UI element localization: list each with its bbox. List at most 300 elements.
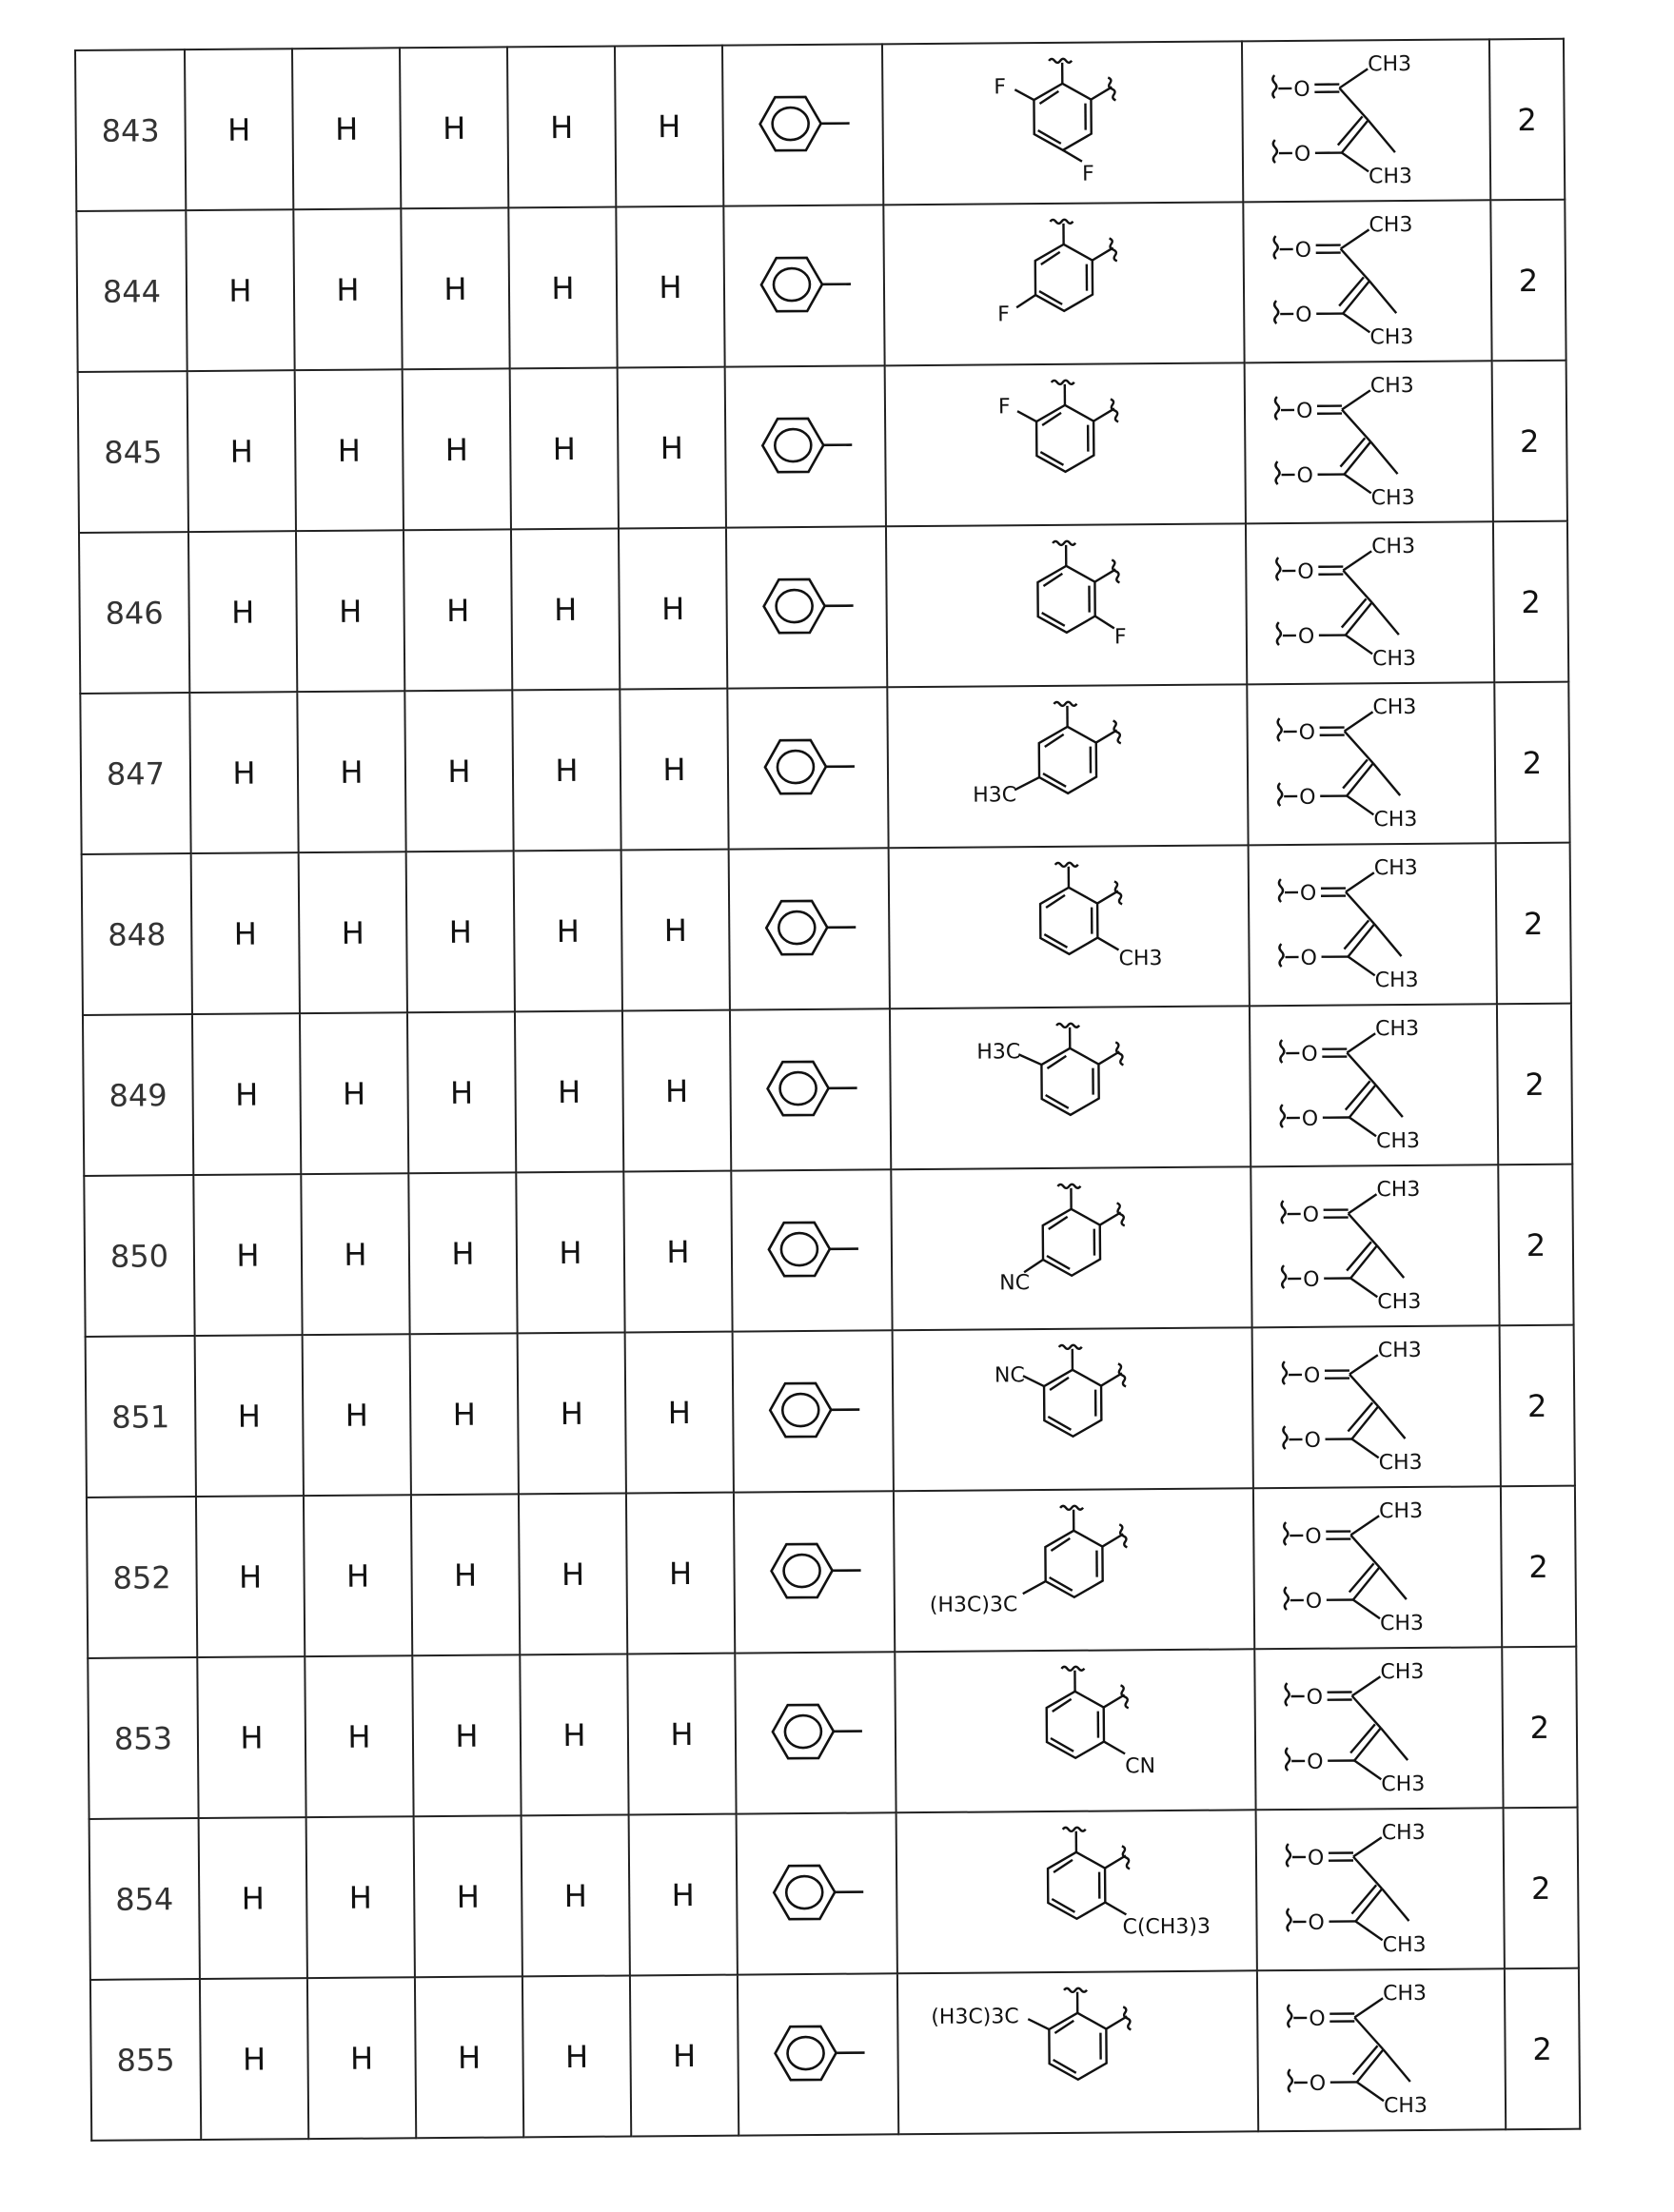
- compound-number-cell: [87, 1497, 197, 1658]
- acac-methyl-top: CH3: [1375, 1016, 1420, 1041]
- acac-methyl-top: CH3: [1372, 695, 1417, 719]
- r3-value: H: [444, 431, 468, 468]
- compound-number: 848: [108, 915, 167, 953]
- acac-cell: [1249, 843, 1497, 1006]
- substituent-bond: [1018, 1054, 1041, 1065]
- compound-table: [74, 38, 1581, 2142]
- r1-cell: [187, 370, 296, 532]
- acac-ligand-structure-icon: [1272, 1494, 1483, 1638]
- acac-oxygen-lower: O: [1293, 142, 1311, 166]
- aryl-ligand-structure-icon: [901, 1330, 1245, 1485]
- substituent-label: NC: [999, 1270, 1031, 1295]
- acac-cell: [1251, 1165, 1499, 1327]
- acac-ligand-structure-icon: [1266, 690, 1476, 834]
- acac-oxygen-upper: O: [1301, 1042, 1318, 1067]
- acac-oxygen-upper: O: [1306, 1685, 1324, 1710]
- aryl-ligand-structure-icon: [891, 44, 1234, 199]
- r3-value: H: [448, 913, 472, 950]
- ligand-cell: [886, 523, 1247, 687]
- r4-value: H: [563, 1877, 587, 1914]
- r1-value: H: [236, 1237, 260, 1274]
- r4-cell: [515, 1011, 623, 1173]
- count-cell: [1490, 200, 1566, 362]
- r1-value: H: [226, 111, 251, 148]
- r1-value: H: [230, 594, 255, 631]
- phenyl-structure-icon: [742, 236, 867, 332]
- substituent-label: (H3C)3C: [929, 1592, 1018, 1617]
- r1-value: H: [234, 1076, 259, 1113]
- r3-cell: [404, 690, 513, 852]
- r2-cell: [303, 1334, 411, 1496]
- r4-value: H: [564, 2038, 589, 2075]
- phenyl-structure-icon: [755, 1844, 879, 1940]
- r4-value: H: [562, 1716, 586, 1753]
- r3-value: H: [449, 1074, 474, 1111]
- substituent-label: F: [997, 302, 1010, 326]
- r1-value: H: [228, 272, 252, 309]
- substituent-bond: [1028, 2019, 1049, 2029]
- count-cell: [1489, 39, 1565, 201]
- substituent-label: H3C: [976, 1039, 1021, 1065]
- r2-value: H: [336, 271, 360, 308]
- compound-number-cell: [88, 1657, 198, 1819]
- ligand-cell: [893, 1327, 1253, 1491]
- acac-methyl-top: CH3: [1381, 1820, 1426, 1845]
- phenyl-structure-icon: [752, 1522, 876, 1618]
- substituent-bond: [1014, 777, 1039, 790]
- phenyl-structure-icon: [751, 1361, 876, 1458]
- r2-cell: [299, 852, 407, 1013]
- phenyl-cell: [723, 205, 884, 366]
- table-row: [89, 1808, 1579, 1980]
- acac-methyl-bottom: CH3: [1383, 2093, 1428, 2118]
- table-row: [86, 1325, 1575, 1498]
- r5-cell: [623, 1171, 732, 1333]
- ligand-count: 2: [1523, 905, 1544, 942]
- substituent-bond: [1016, 295, 1035, 307]
- acac-cell: [1256, 1808, 1505, 1970]
- r3-value: H: [447, 753, 471, 790]
- r5-value: H: [664, 1072, 689, 1109]
- acac-methyl-bottom: CH3: [1369, 324, 1414, 349]
- acac-methyl-bottom: CH3: [1378, 1450, 1423, 1475]
- ligand-count: 2: [1521, 583, 1541, 620]
- ligand-count: 2: [1528, 1548, 1548, 1585]
- r4-value: H: [551, 269, 575, 306]
- r3-value: H: [453, 1556, 478, 1594]
- r3-value: H: [443, 270, 467, 307]
- substituent-bond: [1017, 411, 1036, 421]
- r3-value: H: [445, 592, 470, 629]
- r5-value: H: [657, 108, 681, 145]
- acac-oxygen-upper: O: [1303, 1363, 1321, 1388]
- r2-cell: [293, 208, 402, 370]
- r2-cell: [305, 1655, 413, 1817]
- table-row: [80, 682, 1569, 854]
- compound-number-cell: [75, 49, 186, 211]
- r2-value: H: [334, 110, 359, 147]
- acac-oxygen-lower: O: [1300, 946, 1317, 970]
- substituent-bond: [1104, 1741, 1125, 1753]
- acac-oxygen-upper: O: [1293, 77, 1310, 102]
- r5-value: H: [672, 2037, 697, 2074]
- r1-cell: [196, 1496, 305, 1657]
- compound-number-cell: [83, 1014, 193, 1176]
- r4-value: H: [561, 1556, 585, 1593]
- compound-number: 853: [113, 1719, 173, 1757]
- r1-value: H: [241, 1879, 265, 1917]
- r1-cell: [186, 209, 294, 371]
- acac-cell: [1253, 1486, 1502, 1649]
- r4-value: H: [556, 912, 580, 949]
- phenyl-cell: [726, 526, 887, 688]
- substituent-label: F: [1113, 624, 1127, 649]
- compound-number-cell: [90, 1979, 201, 2141]
- r4-cell: [519, 1493, 627, 1654]
- acac-ligand-structure-icon: [1269, 1011, 1479, 1156]
- compound-number-cell: [84, 1175, 194, 1337]
- acac-cell: [1257, 1968, 1506, 2131]
- table-row: [75, 39, 1565, 211]
- acac-ligand-structure-icon: [1273, 1654, 1484, 1799]
- acac-oxygen-upper: O: [1298, 720, 1316, 745]
- compound-number: 844: [102, 272, 162, 310]
- r5-cell: [619, 528, 727, 690]
- count-cell: [1496, 843, 1571, 1005]
- r1-cell: [197, 1656, 305, 1818]
- r1-value: H: [240, 1718, 264, 1756]
- table-row: [78, 361, 1567, 533]
- acac-oxygen-lower: O: [1304, 1428, 1321, 1453]
- phenyl-cell: [735, 1652, 896, 1813]
- compound-number-cell: [79, 532, 189, 694]
- acac-oxygen-lower: O: [1305, 1589, 1323, 1614]
- acac-methyl-bottom: CH3: [1370, 485, 1415, 510]
- r3-value: H: [455, 1717, 479, 1754]
- aryl-ligand-structure-icon: [896, 687, 1239, 842]
- acac-ligand-structure-icon: [1276, 1976, 1487, 2121]
- r2-value: H: [349, 2040, 374, 2077]
- acac-ligand-structure-icon: [1270, 1172, 1480, 1317]
- r3-cell: [414, 1815, 522, 1977]
- ligand-cell: [883, 202, 1244, 365]
- r5-value: H: [671, 1876, 695, 1913]
- r4-value: H: [549, 108, 574, 146]
- compound-number: 854: [115, 1880, 174, 1918]
- phenyl-structure-icon: [744, 558, 869, 654]
- table-row: [88, 1647, 1577, 1819]
- r2-value: H: [342, 1075, 366, 1112]
- r2-cell: [300, 1012, 408, 1174]
- ligand-count: 2: [1526, 1387, 1547, 1424]
- compound-number-cell: [78, 371, 188, 533]
- acac-methyl-top: CH3: [1380, 1659, 1425, 1684]
- count-cell: [1505, 1968, 1580, 2130]
- acac-ligand-structure-icon: [1261, 47, 1471, 191]
- aryl-ligand-structure-icon: [905, 1812, 1249, 1967]
- phenyl-structure-icon: [756, 2005, 880, 2101]
- phenyl-cell: [737, 1812, 897, 1974]
- r3-value: H: [442, 109, 466, 147]
- compound-number-cell: [76, 210, 187, 372]
- r3-value: H: [456, 1878, 480, 1915]
- ligand-cell: [894, 1488, 1254, 1652]
- acac-ligand-structure-icon: [1275, 1815, 1486, 1960]
- r1-value: H: [238, 1558, 263, 1595]
- ligand-cell: [896, 1810, 1257, 1973]
- r5-value: H: [660, 590, 685, 627]
- compound-number: 855: [116, 2041, 175, 2079]
- acac-methyl-top: CH3: [1382, 1981, 1428, 2006]
- substituent-label: F: [1081, 162, 1094, 186]
- r5-cell: [616, 206, 724, 368]
- ligand-cell: [895, 1649, 1255, 1812]
- compound-number-cell: [82, 853, 192, 1015]
- acac-cell: [1245, 361, 1493, 523]
- r4-value: H: [553, 591, 578, 628]
- r2-cell: [307, 1977, 416, 2139]
- r2-cell: [297, 691, 405, 852]
- r3-cell: [415, 1976, 523, 2138]
- ligand-count: 2: [1530, 1869, 1551, 1907]
- phenyl-structure-icon: [748, 1040, 873, 1136]
- acac-oxygen-lower: O: [1309, 2071, 1327, 2096]
- acac-cell: [1242, 39, 1490, 202]
- r2-value: H: [345, 1397, 368, 1434]
- r5-value: H: [663, 911, 687, 949]
- r2-value: H: [340, 754, 364, 791]
- ligand-count: 2: [1532, 2030, 1552, 2067]
- acac-methyl-bottom: CH3: [1373, 807, 1418, 832]
- r1-cell: [191, 852, 300, 1014]
- ligand-cell: [889, 845, 1250, 1008]
- r4-value: H: [557, 1073, 581, 1110]
- ligand-count: 2: [1517, 101, 1537, 138]
- acac-methyl-top: CH3: [1369, 373, 1414, 398]
- compound-number: 851: [111, 1398, 170, 1436]
- r1-cell: [192, 1013, 301, 1175]
- aryl-ligand-structure-icon: [903, 1652, 1247, 1807]
- r1-cell: [185, 49, 293, 210]
- r2-cell: [301, 1173, 409, 1335]
- substituent-label: F: [994, 74, 1007, 99]
- r4-value: H: [559, 1234, 582, 1271]
- acac-methyl-top: CH3: [1369, 212, 1413, 237]
- substituent-bond: [1023, 1376, 1044, 1386]
- acac-oxygen-lower: O: [1299, 785, 1316, 810]
- acac-oxygen-upper: O: [1295, 399, 1313, 423]
- substituent-label: C(CH3)3: [1122, 1914, 1211, 1939]
- r5-cell: [620, 689, 728, 851]
- acac-cell: [1247, 682, 1495, 845]
- substituent-label: CH3: [1118, 946, 1163, 970]
- r4-cell: [518, 1332, 626, 1494]
- acac-cell: [1250, 1004, 1498, 1166]
- compound-number: 850: [109, 1237, 169, 1275]
- acac-cell: [1243, 200, 1491, 362]
- r2-value: H: [341, 914, 364, 951]
- r1-value: H: [237, 1398, 261, 1435]
- r4-value: H: [552, 430, 576, 467]
- compound-number-cell: [86, 1336, 196, 1498]
- phenyl-cell: [730, 1008, 891, 1170]
- acac-methyl-bottom: CH3: [1382, 1932, 1427, 1957]
- acac-methyl-bottom: CH3: [1375, 1128, 1421, 1153]
- acac-methyl-bottom: CH3: [1368, 164, 1413, 188]
- acac-ligand-structure-icon: [1271, 1333, 1482, 1478]
- acac-methyl-top: CH3: [1376, 1177, 1421, 1202]
- acac-oxygen-lower: O: [1297, 624, 1315, 649]
- acac-oxygen-upper: O: [1299, 881, 1317, 906]
- compound-number: 843: [101, 111, 160, 149]
- r3-cell: [408, 1172, 517, 1334]
- r3-value: H: [452, 1396, 476, 1433]
- r2-cell: [295, 369, 404, 531]
- r3-value: H: [457, 2039, 482, 2076]
- count-cell: [1501, 1486, 1576, 1648]
- aryl-ligand-structure-icon: [894, 365, 1237, 520]
- count-cell: [1494, 682, 1569, 844]
- phenyl-cell: [729, 848, 890, 1009]
- r2-cell: [296, 530, 404, 692]
- r1-cell: [200, 1978, 308, 2140]
- r2-cell: [306, 1816, 415, 1978]
- compound-number: 849: [108, 1076, 167, 1114]
- phenyl-structure-icon: [750, 1201, 875, 1297]
- ligand-count: 2: [1519, 422, 1540, 460]
- r2-value: H: [337, 432, 361, 469]
- r1-cell: [199, 1817, 307, 1979]
- r1-cell: [195, 1335, 304, 1497]
- acac-methyl-top: CH3: [1371, 534, 1416, 558]
- aryl-ligand-structure-icon: [898, 1008, 1242, 1164]
- count-cell: [1497, 1004, 1572, 1165]
- r5-cell: [630, 1975, 739, 2137]
- acac-oxygen-upper: O: [1297, 559, 1314, 584]
- phenyl-structure-icon: [740, 75, 865, 171]
- ligand-cell: [897, 1970, 1258, 2134]
- acac-ligand-structure-icon: [1268, 851, 1478, 995]
- acac-oxygen-upper: O: [1305, 1524, 1322, 1549]
- r5-cell: [621, 850, 730, 1011]
- r5-cell: [629, 1814, 738, 1976]
- acac-oxygen-lower: O: [1295, 303, 1312, 327]
- table-row: [76, 200, 1566, 372]
- acac-methyl-top: CH3: [1373, 855, 1418, 880]
- acac-methyl-bottom: CH3: [1379, 1611, 1425, 1635]
- r5-value: H: [670, 1715, 694, 1752]
- r4-cell: [512, 690, 620, 852]
- phenyl-cell: [722, 44, 883, 206]
- r2-value: H: [345, 1557, 370, 1595]
- count-cell: [1504, 1808, 1579, 1969]
- acac-methyl-top: CH3: [1368, 51, 1412, 76]
- acac-oxygen-upper: O: [1294, 238, 1312, 263]
- aryl-ligand-structure-icon: [897, 848, 1241, 1003]
- r3-cell: [410, 1333, 519, 1495]
- r5-cell: [627, 1654, 736, 1815]
- table-row: [84, 1165, 1573, 1337]
- r5-value: H: [666, 1233, 690, 1270]
- ligand-count: 2: [1518, 262, 1539, 299]
- acac-cell: [1246, 521, 1494, 684]
- acac-oxygen-lower: O: [1301, 1106, 1319, 1131]
- compound-number: 847: [106, 754, 166, 793]
- r1-value: H: [229, 433, 254, 470]
- phenyl-structure-icon: [754, 1683, 878, 1779]
- acac-methyl-top: CH3: [1377, 1338, 1422, 1362]
- r2-cell: [304, 1495, 412, 1656]
- r4-cell: [522, 1814, 630, 1976]
- acac-ligand-structure-icon: [1264, 368, 1474, 513]
- acac-oxygen-upper: O: [1309, 2006, 1326, 2031]
- phenyl-cell: [731, 1169, 892, 1331]
- r3-cell: [411, 1494, 520, 1655]
- r1-value: H: [242, 2040, 266, 2078]
- r5-value: H: [667, 1394, 691, 1431]
- r2-value: H: [348, 1879, 372, 1916]
- substituent-bond: [1063, 149, 1082, 161]
- acac-cell: [1252, 1325, 1501, 1488]
- ligand-cell: [885, 362, 1246, 526]
- r5-value: H: [662, 751, 686, 788]
- aryl-ligand-structure-icon: [902, 1491, 1246, 1646]
- ligand-count: 2: [1526, 1226, 1546, 1263]
- r4-cell: [510, 368, 619, 530]
- r3-cell: [407, 1011, 516, 1173]
- phenyl-cell: [727, 687, 888, 849]
- substituent-label: CN: [1125, 1753, 1156, 1778]
- acac-oxygen-upper: O: [1307, 1846, 1325, 1870]
- table-row: [90, 1968, 1580, 2141]
- compound-number-cell: [80, 693, 190, 854]
- ligand-count: 2: [1525, 1066, 1545, 1103]
- r3-cell: [412, 1654, 521, 1816]
- r4-cell: [507, 47, 616, 208]
- ligand-cell: [891, 1166, 1251, 1330]
- r5-value: H: [659, 268, 682, 305]
- table-row: [79, 521, 1568, 694]
- substituent-bond: [1095, 616, 1114, 628]
- phenyl-structure-icon: [746, 718, 871, 814]
- aryl-ligand-structure-icon: [895, 526, 1238, 681]
- r2-cell: [292, 48, 401, 209]
- acac-methyl-bottom: CH3: [1374, 968, 1419, 992]
- r3-cell: [403, 368, 511, 530]
- r5-cell: [626, 1493, 735, 1654]
- phenyl-structure-icon: [743, 397, 868, 493]
- acac-oxygen-lower: O: [1296, 463, 1313, 488]
- r4-cell: [514, 851, 622, 1012]
- acac-oxygen-lower: O: [1308, 1910, 1325, 1935]
- ligand-cell: [890, 1006, 1251, 1169]
- r5-cell: [618, 367, 726, 529]
- r1-cell: [188, 531, 297, 693]
- substituent-bond: [1097, 937, 1118, 949]
- acac-methyl-bottom: CH3: [1377, 1289, 1422, 1314]
- r4-cell: [511, 529, 620, 691]
- substituent-label: F: [997, 394, 1011, 419]
- substituent-label: NC: [994, 1362, 1025, 1387]
- acac-methyl-bottom: CH3: [1371, 646, 1417, 671]
- r4-cell: [520, 1654, 628, 1815]
- acac-oxygen-lower: O: [1303, 1267, 1320, 1292]
- r2-value: H: [338, 593, 363, 630]
- aryl-ligand-structure-icon: [899, 1169, 1243, 1324]
- r2-value: H: [347, 1718, 371, 1755]
- r1-value: H: [233, 915, 257, 952]
- r3-cell: [404, 529, 512, 691]
